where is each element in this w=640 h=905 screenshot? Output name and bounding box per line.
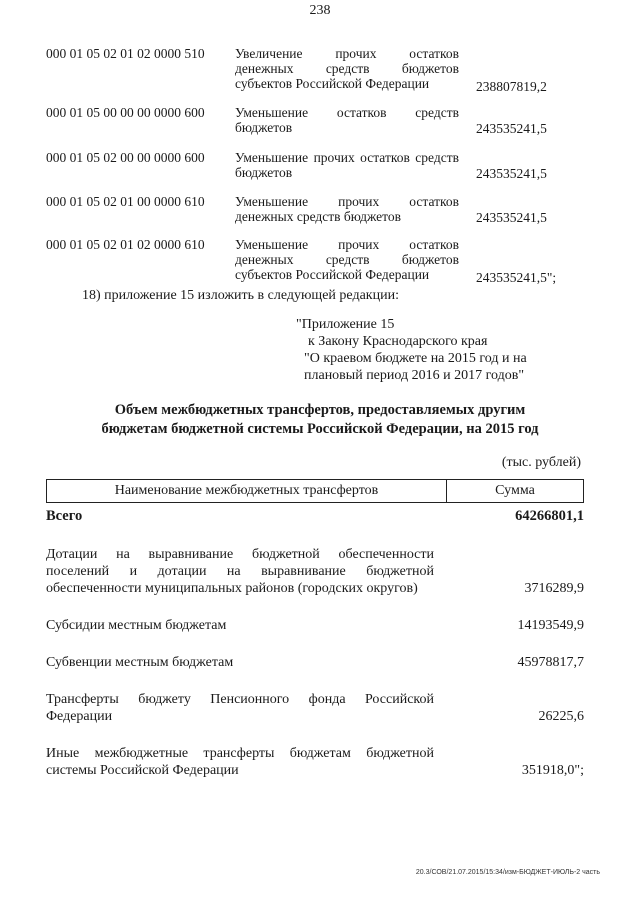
total-value: 64266801,1 <box>515 508 584 524</box>
budget-code: 000 01 05 00 00 00 0000 600 <box>46 105 205 120</box>
title-line: бюджетам бюджетной системы Российской Федерации, на 2015 год <box>101 421 539 437</box>
row-description: Уменьшение прочих остатков денежных средств бюджетов <box>235 194 459 224</box>
row-description: Уменьшение остатков средств бюджетов <box>235 105 459 135</box>
appendix-heading <box>296 316 606 384</box>
row-amount: 243535241,5 <box>476 166 547 181</box>
transfer-name: Иные межбюджетные трансферты бюджетам бюджетной системы Российской Федерации <box>46 746 434 778</box>
table-header <box>46 479 584 503</box>
amendment-paragraph: 18) приложение 15 изложить в следующей редакции: <box>82 288 399 303</box>
appendix-line: "Приложение 15 <box>296 317 395 332</box>
budget-code: 000 01 05 02 01 02 0000 610 <box>46 237 205 252</box>
row-amount: 238807819,2 <box>476 79 547 94</box>
budget-code: 000 01 05 02 00 00 0000 600 <box>46 150 205 165</box>
appendix-line: "О краевом бюджете на 2015 год и на <box>304 351 527 366</box>
transfer-value: 351918,0"; <box>521 763 584 778</box>
total-label: Всего <box>46 508 83 524</box>
transfer-name: Субвенции местным бюджетам <box>46 655 234 670</box>
row-amount: 243535241,5 <box>476 121 547 136</box>
row-description: Уменьшение прочих остатков средств бюджетов <box>235 150 459 180</box>
transfer-value: 14193549,9 <box>517 618 584 633</box>
transfer-value: 26225,6 <box>538 709 584 724</box>
transfer-name: Трансферты бюджету Пенсионного фонда Российской Федерации <box>46 692 434 724</box>
transfer-name: Дотации на выравнивание бюджетной обеспеченности поселений и дотации на выравнивание бюджетной обеспеченности муниципальных районов (городских округов) <box>46 547 434 596</box>
title-line: Объем межбюджетных трансфертов, предоставляемых другим <box>114 402 526 418</box>
document-footer: 20.3/СОВ/21.07.2015/15:34/изм-БЮДЖЕТ-ИЮЛЬ-2 часть <box>415 869 600 876</box>
page-number: 238 <box>309 3 331 18</box>
budget-code: 000 01 05 02 01 00 0000 610 <box>46 194 205 209</box>
row-description: Уменьшение прочих остатков денежных средств бюджетов субъектов Российской Федерации <box>235 237 459 282</box>
appendix-line: к Закону Краснодарского края <box>308 334 488 349</box>
header-name: Наименование межбюджетных трансфертов <box>47 480 447 502</box>
budget-code: 000 01 05 02 01 02 0000 510 <box>46 46 205 61</box>
row-description: Увеличение прочих остатков денежных средств бюджетов субъектов Российской Федерации <box>235 46 459 91</box>
units-label: (тыс. рублей) <box>501 455 581 470</box>
row-amount: 243535241,5 <box>476 210 547 225</box>
document-title <box>0 401 640 439</box>
transfer-value: 45978817,7 <box>517 655 584 670</box>
transfer-name: Субсидии местным бюджетам <box>46 618 227 633</box>
row-amount: 243535241,5"; <box>476 270 557 285</box>
header-sum: Сумма <box>495 483 535 498</box>
transfer-value: 3716289,9 <box>524 581 584 596</box>
appendix-line: плановый период 2016 и 2017 годов" <box>304 368 525 383</box>
